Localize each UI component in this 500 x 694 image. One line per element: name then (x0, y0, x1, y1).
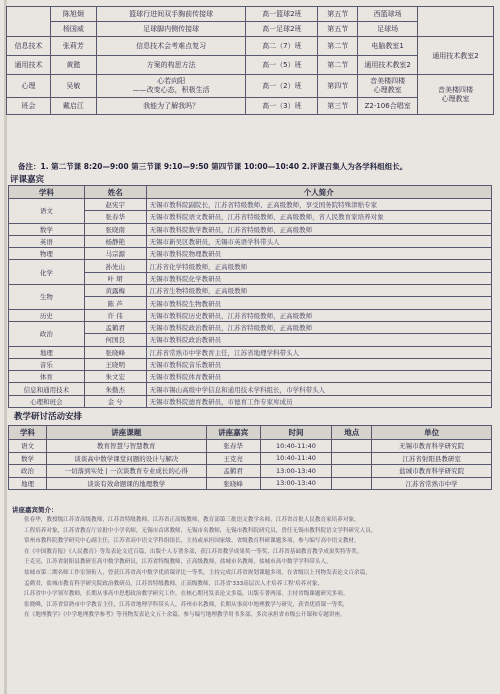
name-cell: 张晓南 (84, 223, 146, 235)
judges-table (8, 185, 492, 408)
teacher-cell: 张莉芳 (50, 37, 96, 56)
intro-cell: 江苏省常熟市中学教育主任，江苏省地理学科带头人 (146, 346, 491, 358)
bio-line: 孟鹤君，盐城市教育科学研究院政治教研员，江苏省特级教师，正高级教师，江苏省'333高层次人才培养工程'培养对象， (24, 580, 324, 587)
unit-cell: 无锡市教育科学研究院 (372, 440, 492, 453)
name-cell: 张春华 (84, 211, 146, 223)
subject-cell: 历史 (9, 309, 85, 321)
subject-cell: 信息技术 (7, 37, 51, 56)
column-header: 地点 (332, 426, 372, 440)
topic-line: ——改变心态，积极生活 (132, 86, 210, 94)
table-row (9, 371, 492, 383)
name-cell: 朱勤杰 (84, 383, 146, 395)
table-row (9, 285, 492, 297)
name-cell: 赵宪宇 (84, 199, 146, 211)
column-header: 姓名 (84, 186, 146, 199)
topic-cell: 方案的构思方法 (96, 56, 246, 75)
table-row (9, 452, 492, 465)
intro-cell: 无锡市教科院副院长，江苏省特级教师、正高级教师，享受国务院特殊津贴专家 (146, 199, 491, 211)
section-title-judges: 评课嘉宾 (10, 175, 45, 185)
teacher-cell: 陈旭炯 (50, 7, 96, 22)
subject-cell: 政治 (9, 321, 85, 346)
class-cell: 高二（7）班 (246, 37, 318, 56)
subject-cell: 物理 (9, 248, 85, 260)
place-cell (332, 465, 372, 478)
teacher-cell: 吴敏 (50, 75, 96, 98)
name-cell: 王晓明 (84, 358, 146, 370)
speaker-cell: 王克亮 (206, 452, 260, 465)
column-header: 讲座课题 (46, 426, 206, 440)
subject-cell: 生物 (9, 285, 85, 310)
subject-cell: 数学 (9, 452, 47, 465)
subject-cell: 数学 (9, 223, 85, 235)
group-venue-line: 心理教室 (441, 94, 470, 103)
schedule-note: 备注：1. 第二节课 8:20—9:00 第三节课 9:10—9:50 第四节课 10:00—10:40 2.评课召集人为各学科组组长。 (18, 162, 408, 171)
table-row (9, 358, 492, 370)
name-cell: 陈 芦 (84, 297, 146, 309)
name-cell: 叶 珺 (84, 272, 146, 284)
table-header-row (9, 186, 492, 199)
topic-cell: 篮球行进间双手胸前传接球 (96, 7, 246, 22)
subject-cell (7, 7, 51, 37)
intro-cell: 无锡市教科院体育教研员 (146, 371, 491, 383)
section-title-lectures: 教学研讨活动安排 (14, 412, 83, 422)
schedule-table (6, 6, 494, 115)
table-row (9, 199, 492, 211)
table-row (9, 321, 492, 333)
speaker-cell: 孟鹤君 (206, 465, 260, 478)
intro-cell: 无锡市教科院历史教研员，江苏省特级教师，正高级教师 (146, 309, 491, 321)
topic-cell: 信息技术会考难点复习 (96, 37, 246, 56)
class-cell: 高一篮球2班 (246, 7, 318, 22)
table-row (9, 260, 492, 272)
subject-cell: 地理 (9, 477, 47, 490)
topic-cell: 谈谈有效命题课的地理教学 (46, 477, 206, 490)
intro-cell: 江苏省化学特级教师，正高级教师 (146, 260, 491, 272)
bio-title: 讲座嘉宾简介： (12, 506, 58, 514)
period-cell: 第五节 (318, 7, 358, 22)
name-cell: 孟鹤君 (84, 321, 146, 333)
bio-line: 江苏省中小学领军教师，长期从事高中思想政治教学研究工作，在核心期刊发表论文多篇，出版专著两部，主持省级课题研究多项。 (24, 591, 349, 598)
period-cell: 第二节 (318, 37, 358, 56)
topic-cell: 教育智慧与智慧教育 (46, 440, 206, 453)
intro-cell: 无锡市教科院物理教研员 (146, 248, 491, 260)
time-cell: 13:00-13:40 (260, 465, 332, 478)
table-row (7, 7, 494, 22)
period-cell: 第五节 (318, 22, 358, 37)
name-cell: 马宗源 (84, 248, 146, 260)
bio-line: 在《中国教育报》《人民教育》等发表论文近百篇，出版个人专著多部，获江苏省教学成果奖一等奖，江苏省基础教育教学成果奖特等奖。 (24, 548, 363, 555)
name-cell: 黄露梅 (84, 285, 146, 297)
topic-cell: 足球脚内侧传接球 (96, 22, 246, 37)
subject-cell: 体育 (9, 371, 85, 383)
name-cell: 何国良 (84, 334, 146, 346)
bio-line: 工程培养对象，江苏省教育厅首批中小学名师，无锡市首席教师，无锡市名教师，无锡市教科院研究员，曾任无锡市教科院语文学科研究人员， (24, 527, 377, 534)
table-row (9, 309, 492, 321)
venue-line: 心理教室 (373, 86, 402, 94)
class-cell: 高一（2）班 (246, 75, 318, 98)
intro-cell: 无锡市教科院语文教研员，江苏省特级教师、正高级教师，省人民教育家培养对象 (146, 211, 491, 223)
intro-cell: 无锡市教科院生物教研员 (146, 297, 491, 309)
period-cell: 第四节 (318, 75, 358, 98)
name-cell: 孙先山 (84, 260, 146, 272)
time-cell: 10:40-11:40 (260, 452, 332, 465)
intro-cell: 无锡市教科院德育教研员，市德育工作专家库成员 (146, 395, 491, 407)
table-row (7, 75, 494, 98)
class-cell: 高一（5）班 (246, 56, 318, 75)
intro-cell: 无锡市教科院政治教研员，江苏省特级教师，正高级教师 (146, 321, 491, 333)
bio-line: 在《地理教学》《中学地理教学参考》等刊物发表论文五十余篇，参与编写地理教学用书多部，多次承担省市级公开课和专题讲座。 (24, 612, 346, 619)
table-row (9, 477, 492, 490)
table-row (9, 383, 492, 395)
topic-cell: 一切落到实处 | 一次谈教育专业成长的心得 (46, 465, 206, 478)
venue-line: 音美楼四楼 (370, 77, 406, 85)
bio-line: 盐城市第二期名师工作室领衔人，曾获江苏省高中数学优质课评比一等奖，主持完成江苏省规划课题多项，在省级以上刊物发表论文百余篇， (24, 569, 371, 576)
teacher-cell: 戴启江 (50, 98, 96, 115)
name-cell: 金 兮 (84, 395, 146, 407)
bio-line: 王克亮，江苏省射阳县教研室高中数学教研员，江苏省特级教师，正高级教师，盐城市名教师，盐城市高中数学学科带头人， (24, 559, 332, 566)
column-header: 学科 (9, 426, 47, 440)
period-cell: 第二节 (318, 56, 358, 75)
table-row (9, 440, 492, 453)
intro-cell: 无锡市锡山高级中学信息和通用技术学科组长，市学科带头人 (146, 383, 491, 395)
name-cell: 朱文宏 (84, 371, 146, 383)
unit-cell: 江苏省常熟市中学 (372, 477, 492, 490)
venue-cell: 电脑教室1 (358, 37, 418, 56)
time-cell: 10:40-11:40 (260, 440, 332, 453)
topic-cell (96, 75, 246, 98)
column-header: 时间 (260, 426, 332, 440)
column-header: 讲座嘉宾 (206, 426, 260, 440)
unit-cell: 盐城市教育科学研究院 (372, 465, 492, 478)
column-header: 单位 (372, 426, 492, 440)
topic-cell: 谈谈高中数学课堂问题的设计与解决 (46, 452, 206, 465)
intro-cell: 无锡市教科院化学教研员 (146, 272, 491, 284)
period-cell: 第三节 (318, 98, 358, 115)
group-venue-cell: 通用技术教室2 (418, 37, 494, 75)
intro-cell: 江苏省生物特级教师，正高级教师 (146, 285, 491, 297)
name-cell: 杨静艳 (84, 235, 146, 247)
subject-cell: 信息和通用技术 (9, 383, 85, 395)
topic-cell: 我能为了解我吗？ (96, 98, 246, 115)
group-venue-cell (418, 75, 494, 115)
table-row (9, 346, 492, 358)
teacher-cell: 黄懿 (50, 56, 96, 75)
subject-cell: 心理和班会 (9, 395, 85, 407)
table-row (7, 37, 494, 56)
place-cell (332, 452, 372, 465)
class-cell: 高一（3）班 (246, 98, 318, 115)
intro-cell: 无锡市新吴区教研员，无锡市英语学科带头人 (146, 235, 491, 247)
speaker-cell: 张春华 (206, 440, 260, 453)
teacher-cell: 杨国威 (50, 22, 96, 37)
column-header: 个人简介 (146, 186, 491, 199)
table-row (9, 248, 492, 260)
group-venue-cell (418, 7, 494, 37)
subject-cell: 班会 (7, 98, 51, 115)
subject-cell: 英语 (9, 235, 85, 247)
lectures-table (8, 425, 492, 490)
subject-cell: 语文 (9, 440, 47, 453)
venue-cell (358, 75, 418, 98)
speaker-cell: 张晓峰 (206, 477, 260, 490)
intro-cell: 无锡市教科院政治教研员 (146, 334, 491, 346)
subject-cell: 音乐 (9, 358, 85, 370)
table-row (9, 465, 492, 478)
venue-cell: Z2-106合唱室 (358, 98, 418, 115)
bio-text (12, 515, 488, 621)
subject-cell: 政治 (9, 465, 47, 478)
table-header-row (9, 426, 492, 440)
name-cell: 张晓峰 (84, 346, 146, 358)
subject-cell: 心理 (7, 75, 51, 98)
subject-cell: 通用技术 (7, 56, 51, 75)
subject-cell: 地理 (9, 346, 85, 358)
class-cell: 高一足球2班 (246, 22, 318, 37)
place-cell (332, 477, 372, 490)
table-row (9, 395, 492, 407)
column-header: 学科 (9, 186, 85, 199)
table-row (9, 235, 492, 247)
bio-line: 常州市教科院教学研究中心副主任，江苏省高中语文学科组组长，主持或承担国家级、省级教育科研课题多项，参与编写高中语文教材， (24, 538, 360, 545)
subject-cell: 语文 (9, 199, 85, 224)
intro-cell: 无锡市教科院数学教研员，江苏省特级教师、正高级教师 (146, 223, 491, 235)
venue-cell: 西篮球场 (358, 7, 418, 22)
unit-cell: 江苏省射阳县教研室 (372, 452, 492, 465)
bio-line: 张晓峰，江苏省常熟市中学教育主任，江苏省地理学科带头人，苏州市名教师，长期从事高中地理教学与研究，获省优质课一等奖， (24, 601, 349, 608)
venue-cell: 足球场 (358, 22, 418, 37)
time-cell: 13:00-13:40 (260, 477, 332, 490)
table-row (9, 223, 492, 235)
name-cell: 许 伟 (84, 309, 146, 321)
topic-line: 心若向阳 (157, 77, 186, 85)
venue-cell: 通用技术教室2 (358, 56, 418, 75)
intro-cell: 无锡市教科院音乐教研员 (146, 358, 491, 370)
bio-line: 张春华，教授级江苏省高级教师，江苏省特级教师，江苏省正高级教师，教育部第三批语文教学名师，江苏省首批人民教育家培养对象， (24, 517, 360, 523)
subject-cell: 化学 (9, 260, 85, 285)
group-venue-line: 音美楼四楼 (438, 85, 474, 94)
place-cell (332, 440, 372, 453)
